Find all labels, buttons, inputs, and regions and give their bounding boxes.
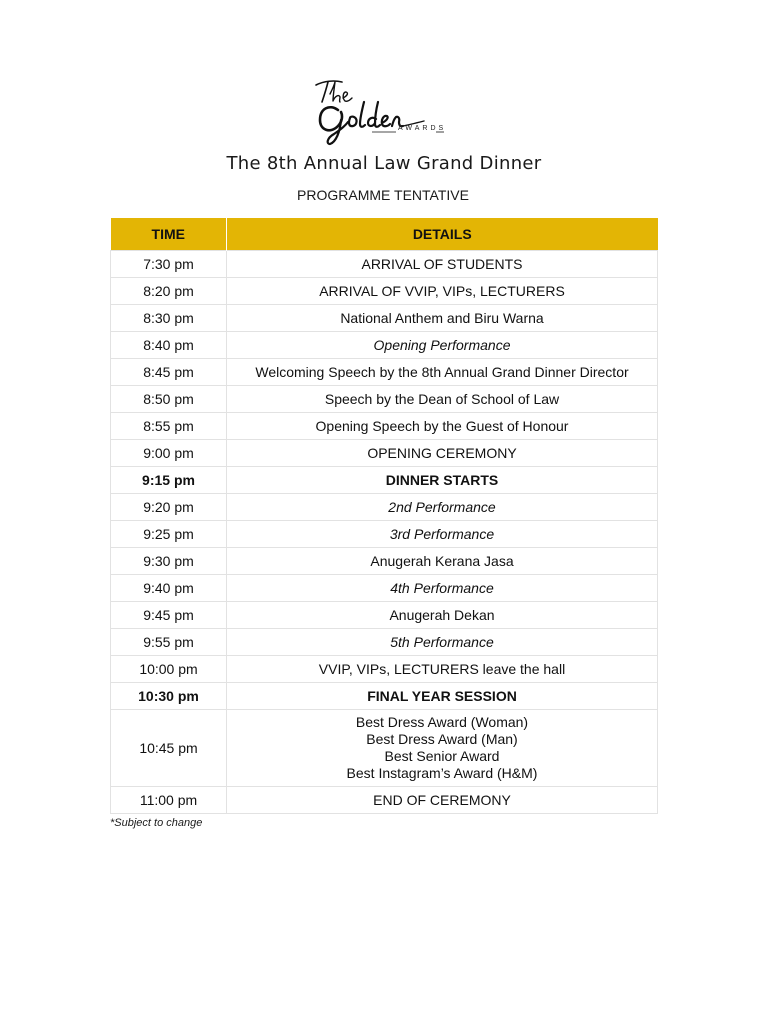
time-cell: 9:25 pm [111,521,227,548]
time-cell: 9:15 pm [111,467,227,494]
subject-to-change-note: *Subject to change [110,817,203,829]
time-cell: 9:55 pm [111,629,227,656]
time-cell: 9:40 pm [111,575,227,602]
table-row [111,683,658,710]
details-cell: Opening Performance [227,332,658,359]
details-cell: Anugerah Dekan [227,602,658,629]
details-cell: END OF CEREMONY [227,787,658,814]
table-row [111,629,658,656]
details-cell: OPENING CEREMONY [227,440,658,467]
details-cell: DINNER STARTS [227,467,658,494]
details-cell: 4th Performance [227,575,658,602]
details-cell: Speech by the Dean of School of Law [227,386,658,413]
time-cell: 8:20 pm [111,278,227,305]
time-cell: 10:30 pm [111,683,227,710]
details-cell: 3rd Performance [227,521,658,548]
logo-awards-word: AWARDS [398,125,447,132]
table-row [111,386,658,413]
table-row [111,575,658,602]
details-column-header: DETAILS [227,218,658,251]
table-row [111,359,658,386]
table-row [111,305,658,332]
event-title: The 8th Annual Law Grand Dinner [226,153,542,174]
details-cell: Anugerah Kerana Jasa [227,548,658,575]
table-row [111,787,658,814]
details-cell: ARRIVAL OF STUDENTS [227,251,658,278]
time-cell: 9:00 pm [111,440,227,467]
table-row [111,278,658,305]
time-cell: 8:40 pm [111,332,227,359]
details-cell: VVIP, VIPs, LECTURERS leave the hall [227,656,658,683]
table-row [111,494,658,521]
programme-table [110,218,658,814]
time-cell: 10:00 pm [111,656,227,683]
table-row [111,710,658,787]
details-cell: 2nd Performance [227,494,658,521]
time-cell: 11:00 pm [111,787,227,814]
table-row [111,602,658,629]
table-row [111,440,658,467]
table-row [111,332,658,359]
time-column-header: TIME [111,218,227,251]
table-row [111,413,658,440]
golden-awards-logo [312,76,448,148]
details-cell: FINAL YEAR SESSION [227,683,658,710]
table-row [111,548,658,575]
time-cell: 8:45 pm [111,359,227,386]
details-cell: Welcoming Speech by the 8th Annual Grand Dinner Director [227,359,658,386]
award-line: Best Dress Award (Woman) [355,714,529,730]
time-cell: 10:45 pm [111,710,227,787]
table-row [111,467,658,494]
time-cell: 8:50 pm [111,386,227,413]
award-line: Best Senior Award [384,748,500,764]
golden-awards-logo-mark [312,76,448,148]
details-cell: Opening Speech by the Guest of Honour [227,413,658,440]
time-cell: 8:30 pm [111,305,227,332]
time-cell: 7:30 pm [111,251,227,278]
details-cell: 5th Performance [227,629,658,656]
time-cell: 9:30 pm [111,548,227,575]
award-line: Best Instagram’s Award (H&M) [346,765,538,781]
time-cell: 9:20 pm [111,494,227,521]
table-row [111,656,658,683]
details-cell: ARRIVAL OF VVIP, VIPs, LECTURERS [227,278,658,305]
table-row [111,251,658,278]
time-cell: 9:45 pm [111,602,227,629]
time-cell: 8:55 pm [111,413,227,440]
table-header-row [111,218,658,251]
award-line: Best Dress Award (Man) [366,731,518,747]
table-row [111,521,658,548]
programme-heading: PROGRAMME TENTATIVE [297,187,469,203]
details-cell-awards [227,710,658,787]
details-cell: National Anthem and Biru Warna [227,305,658,332]
